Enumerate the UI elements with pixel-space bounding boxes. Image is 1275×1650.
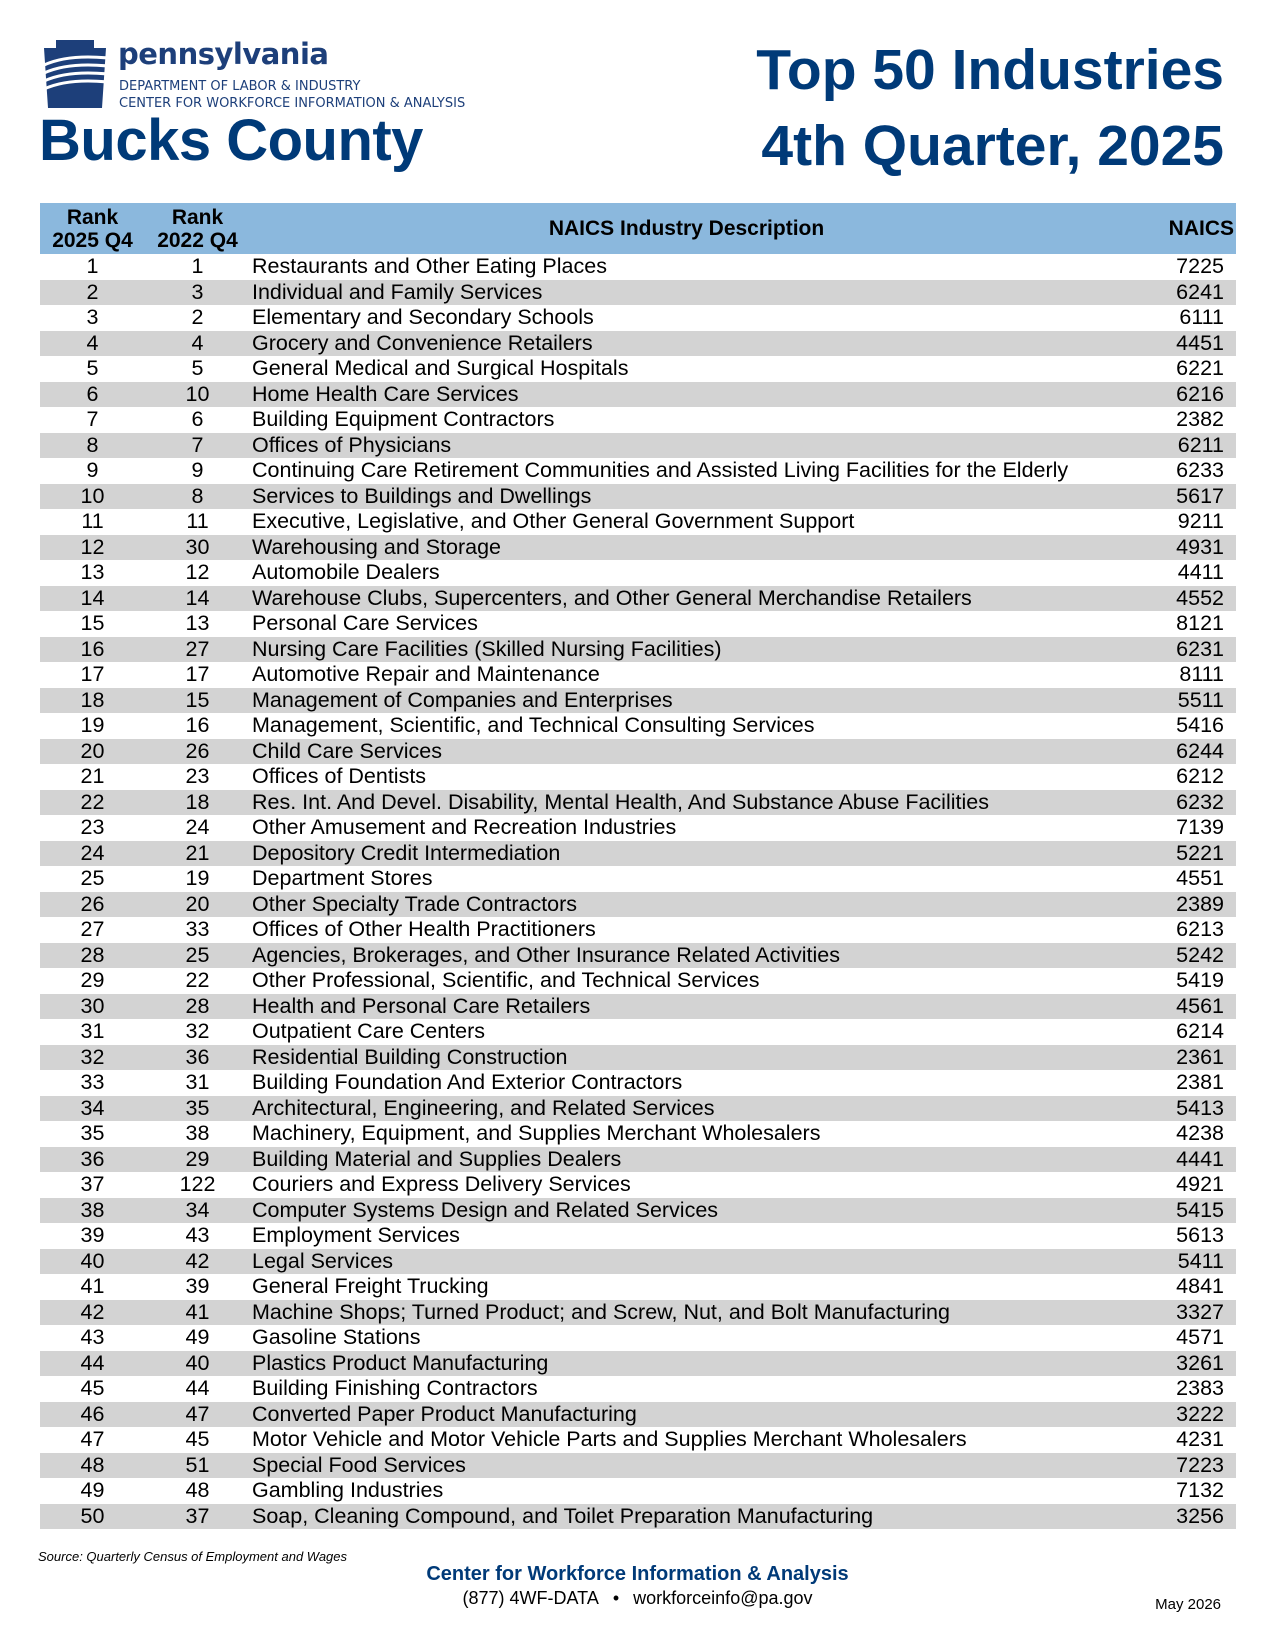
cell-rank-2025q4: 1	[86, 254, 99, 278]
cell-rank-2022q4: 20	[145, 892, 250, 918]
cell-rank-2025q4: 44	[40, 1351, 145, 1377]
cell-rank-2022q4: 21	[145, 841, 250, 867]
report-title-line1: Top 50 Industries	[756, 38, 1224, 102]
cell-rank-2022q4: 49	[185, 1325, 210, 1349]
cell-rank-2025q4: 10	[40, 484, 145, 510]
cell-naics: 7225	[1176, 254, 1224, 278]
cell-naics: 2389	[1123, 892, 1236, 918]
cell-naics: 6211	[1123, 433, 1236, 459]
table-row	[40, 688, 1236, 714]
table-row	[40, 382, 1236, 408]
cell-rank-2025q4: 8	[40, 433, 145, 459]
table-header-row	[40, 203, 1236, 254]
cell-naics: 4921	[1176, 1172, 1224, 1196]
cell-naics: 8111	[1179, 662, 1224, 686]
cell-naics: 3256	[1123, 1504, 1236, 1530]
cell-rank-2022q4: 48	[185, 1478, 210, 1502]
cell-description: Automotive Repair and Maintenance	[252, 662, 600, 686]
cell-rank-2025q4: 45	[80, 1376, 105, 1400]
cell-rank-2022q4: 26	[145, 739, 250, 765]
cell-rank-2022q4: 18	[145, 790, 250, 816]
footer-contact	[0, 1588, 1275, 1609]
column-header-rank-2022q4	[145, 203, 250, 254]
cell-rank-2022q4: 44	[185, 1376, 210, 1400]
cell-description: Motor Vehicle and Motor Vehicle Parts and Supplies Merchant Wholesalers	[252, 1427, 967, 1451]
cell-description: Agencies, Brokerages, and Other Insurance Related Activities	[250, 943, 1123, 969]
cell-naics: 6241	[1123, 280, 1236, 306]
column-header-naics: NAICS	[1123, 203, 1236, 254]
column-header-rank-2025q4-line1: Rank	[66, 205, 119, 229]
table-row	[40, 509, 1236, 535]
cell-naics: 5617	[1123, 484, 1236, 510]
table-row	[40, 1504, 1236, 1530]
cell-rank-2022q4: 4	[145, 331, 250, 357]
cell-description: Architectural, Engineering, and Related Services	[250, 1096, 1123, 1122]
cell-naics: 4571	[1176, 1325, 1224, 1349]
cell-rank-2022q4: 2	[191, 305, 204, 329]
cell-rank-2025q4: 30	[40, 994, 145, 1020]
cell-rank-2022q4: 38	[185, 1121, 210, 1145]
cell-naics: 9211	[1177, 509, 1224, 533]
table-row	[40, 586, 1236, 612]
cell-rank-2022q4: 32	[185, 1019, 210, 1043]
cell-naics: 6232	[1123, 790, 1236, 816]
table-row	[40, 356, 1236, 382]
cell-naics: 7132	[1176, 1478, 1224, 1502]
cell-description: Special Food Services	[250, 1453, 1123, 1479]
cell-description: Management, Scientific, and Technical Consulting Services	[252, 713, 815, 737]
cell-rank-2022q4: 5	[191, 356, 204, 380]
cell-rank-2025q4: 12	[40, 535, 145, 561]
cell-description: Services to Buildings and Dwellings	[250, 484, 1123, 510]
cell-naics: 7139	[1176, 815, 1224, 839]
cell-naics: 6214	[1176, 1019, 1224, 1043]
cell-rank-2022q4: 30	[145, 535, 250, 561]
table-row	[40, 968, 1236, 994]
cell-naics: 5419	[1176, 968, 1224, 992]
table-row	[40, 917, 1236, 943]
cell-naics: 7223	[1123, 1453, 1236, 1479]
cell-description: Nursing Care Facilities (Skilled Nursing Facilities)	[250, 637, 1123, 663]
cell-rank-2022q4: 29	[145, 1147, 250, 1173]
table-row	[40, 1478, 1236, 1504]
cell-description: Plastics Product Manufacturing	[250, 1351, 1123, 1377]
cell-description: Executive, Legislative, and Other General Government Support	[252, 509, 855, 533]
logo-department	[119, 78, 465, 112]
cell-description: Offices of Physicians	[250, 433, 1123, 459]
table-row	[40, 458, 1236, 484]
cell-rank-2025q4: 25	[80, 866, 105, 890]
table-row	[40, 713, 1236, 739]
cell-description: Soap, Cleaning Compound, and Toilet Preparation Manufacturing	[250, 1504, 1123, 1530]
cell-description: Other Professional, Scientific, and Technical Services	[252, 968, 760, 992]
table-row	[40, 1453, 1236, 1479]
cell-rank-2022q4: 37	[145, 1504, 250, 1530]
cell-rank-2025q4: 47	[80, 1427, 105, 1451]
cell-rank-2025q4: 29	[80, 968, 105, 992]
cell-description: Machine Shops; Turned Product; and Screw, Nut, and Bolt Manufacturing	[250, 1300, 1123, 1326]
cell-naics: 6233	[1176, 458, 1224, 482]
cell-rank-2022q4: 25	[145, 943, 250, 969]
cell-description: Automobile Dealers	[252, 560, 440, 584]
cell-rank-2025q4: 38	[40, 1198, 145, 1224]
logo-name: pennsylvania	[118, 37, 329, 71]
cell-naics: 4411	[1177, 560, 1224, 584]
table-row	[40, 841, 1236, 867]
cell-description: Couriers and Express Delivery Services	[252, 1172, 631, 1196]
cell-description: Machinery, Equipment, and Supplies Merchant Wholesalers	[252, 1121, 821, 1145]
cell-rank-2022q4: 28	[145, 994, 250, 1020]
table-row	[40, 637, 1236, 663]
cell-rank-2025q4: 35	[80, 1121, 105, 1145]
cell-description: Continuing Care Retirement Communities and Assisted Living Facilities for the Elderly	[252, 458, 1069, 482]
table-row	[40, 790, 1236, 816]
cell-naics: 5415	[1123, 1198, 1236, 1224]
cell-rank-2022q4: 43	[185, 1223, 210, 1247]
table-row	[40, 1300, 1236, 1326]
cell-rank-2025q4: 32	[40, 1045, 145, 1071]
column-header-description: NAICS Industry Description	[250, 203, 1123, 254]
cell-rank-2025q4: 13	[80, 560, 105, 584]
cell-description: Building Equipment Contractors	[252, 407, 555, 431]
table-row	[40, 662, 1236, 688]
cell-rank-2025q4: 5	[86, 356, 99, 380]
cell-naics: 4231	[1176, 1427, 1224, 1451]
cell-rank-2025q4: 19	[80, 713, 105, 737]
cell-description: Child Care Services	[250, 739, 1123, 765]
cell-naics: 5221	[1123, 841, 1236, 867]
cell-description: Home Health Care Services	[250, 382, 1123, 408]
table-row	[40, 254, 1236, 280]
table-row	[40, 1147, 1236, 1173]
cell-rank-2022q4: 22	[185, 968, 210, 992]
table-row	[40, 1172, 1236, 1198]
cell-description: Offices of Other Health Practitioners	[252, 917, 596, 941]
cell-description: Department Stores	[252, 866, 433, 890]
cell-rank-2025q4: 46	[40, 1402, 145, 1428]
cell-rank-2025q4: 37	[80, 1172, 105, 1196]
table-row	[40, 892, 1236, 918]
cell-naics: 4841	[1176, 1274, 1224, 1298]
table-row	[40, 535, 1236, 561]
cell-rank-2025q4: 11	[81, 509, 104, 533]
cell-description: Gasoline Stations	[252, 1325, 421, 1349]
table-row	[40, 1351, 1236, 1377]
cell-description: Gambling Industries	[252, 1478, 444, 1502]
cell-rank-2022q4: 8	[145, 484, 250, 510]
table-row	[40, 1019, 1236, 1045]
cell-description: Building Material and Supplies Dealers	[250, 1147, 1123, 1173]
footer-phone: (877) 4WF-DATA	[462, 1588, 599, 1608]
table-row	[40, 433, 1236, 459]
cell-description: Computer Systems Design and Related Services	[250, 1198, 1123, 1224]
cell-rank-2025q4: 17	[80, 662, 105, 686]
cell-naics: 5413	[1123, 1096, 1236, 1122]
cell-rank-2022q4: 51	[145, 1453, 250, 1479]
cell-rank-2022q4: 10	[145, 382, 250, 408]
cell-description: Warehouse Clubs, Supercenters, and Other General Merchandise Retailers	[250, 586, 1123, 612]
cell-description: Building Finishing Contractors	[252, 1376, 538, 1400]
table-row	[40, 305, 1236, 331]
column-header-rank-2025q4-line2: 2025 Q4	[52, 228, 133, 252]
cell-rank-2025q4: 39	[80, 1223, 105, 1247]
cell-rank-2022q4: 34	[145, 1198, 250, 1224]
cell-description: Other Specialty Trade Contractors	[250, 892, 1123, 918]
cell-description: Res. Int. And Devel. Disability, Mental Health, And Substance Abuse Facilities	[250, 790, 1123, 816]
cell-description: Elementary and Secondary Schools	[252, 305, 594, 329]
cell-naics: 4551	[1176, 866, 1224, 890]
cell-description: Legal Services	[250, 1249, 1123, 1275]
cell-description: Residential Building Construction	[250, 1045, 1123, 1071]
table-row	[40, 1427, 1236, 1453]
cell-rank-2025q4: 20	[40, 739, 145, 765]
cell-description: Warehousing and Storage	[250, 535, 1123, 561]
cell-description: Employment Services	[252, 1223, 460, 1247]
cell-rank-2022q4: 19	[185, 866, 210, 890]
footer-email: workforceinfo@pa.gov	[633, 1588, 813, 1608]
table-row	[40, 484, 1236, 510]
cell-rank-2025q4: 3	[86, 305, 99, 329]
cell-description: Building Foundation And Exterior Contractors	[252, 1070, 683, 1094]
cell-rank-2022q4: 23	[185, 764, 210, 788]
footer-organization: Center for Workforce Information & Analysis	[426, 1563, 849, 1585]
table-row	[40, 1249, 1236, 1275]
table-row	[40, 943, 1236, 969]
table-row	[40, 331, 1236, 357]
cell-rank-2022q4: 27	[145, 637, 250, 663]
cell-description: Restaurants and Other Eating Places	[252, 254, 607, 278]
industries-table	[40, 203, 1236, 1529]
table-row	[40, 1223, 1236, 1249]
cell-rank-2025q4: 23	[80, 815, 105, 839]
cell-rank-2022q4: 45	[185, 1427, 210, 1451]
cell-rank-2022q4: 36	[145, 1045, 250, 1071]
cell-rank-2022q4: 3	[145, 280, 250, 306]
cell-rank-2025q4: 49	[80, 1478, 105, 1502]
cell-naics: 6216	[1123, 382, 1236, 408]
cell-rank-2025q4: 50	[40, 1504, 145, 1530]
publication-date: May 2026	[1155, 1596, 1221, 1613]
cell-rank-2025q4: 48	[40, 1453, 145, 1479]
column-header-rank-2025q4	[40, 203, 145, 254]
cell-naics: 4931	[1123, 535, 1236, 561]
cell-description: Management of Companies and Enterprises	[250, 688, 1123, 714]
cell-description: Other Amusement and Recreation Industries	[252, 815, 677, 839]
cell-description: General Medical and Surgical Hospitals	[252, 356, 629, 380]
cell-rank-2025q4: 6	[40, 382, 145, 408]
table-row	[40, 739, 1236, 765]
cell-description: Depository Credit Intermediation	[250, 841, 1123, 867]
table-row	[40, 866, 1236, 892]
cell-description: Individual and Family Services	[250, 280, 1123, 306]
cell-description: Converted Paper Product Manufacturing	[250, 1402, 1123, 1428]
cell-naics: 4552	[1123, 586, 1236, 612]
table-row	[40, 560, 1236, 586]
cell-naics: 3261	[1123, 1351, 1236, 1377]
cell-rank-2022q4: 13	[185, 611, 210, 635]
cell-rank-2022q4: 35	[145, 1096, 250, 1122]
cell-rank-2025q4: 27	[80, 917, 105, 941]
logo-dept-line1: DEPARTMENT OF LABOR & INDUSTRY	[119, 79, 361, 94]
table-row	[40, 764, 1236, 790]
cell-rank-2025q4: 7	[86, 407, 99, 431]
table-body	[40, 254, 1236, 1529]
cell-naics: 6244	[1123, 739, 1236, 765]
cell-rank-2022q4: 39	[185, 1274, 210, 1298]
table-row	[40, 815, 1236, 841]
cell-rank-2025q4: 42	[40, 1300, 145, 1326]
cell-description: Offices of Dentists	[252, 764, 427, 788]
cell-description: Outpatient Care Centers	[252, 1019, 486, 1043]
cell-rank-2022q4: 7	[145, 433, 250, 459]
cell-naics: 6213	[1176, 917, 1224, 941]
cell-rank-2025q4: 9	[86, 458, 99, 482]
cell-rank-2022q4: 9	[191, 458, 204, 482]
cell-rank-2022q4: 24	[185, 815, 210, 839]
cell-rank-2025q4: 28	[40, 943, 145, 969]
cell-rank-2022q4: 17	[185, 662, 210, 686]
column-header-rank-2022q4-line2: 2022 Q4	[157, 228, 238, 252]
cell-rank-2022q4: 1	[191, 254, 204, 278]
table-row	[40, 1376, 1236, 1402]
cell-rank-2025q4: 26	[40, 892, 145, 918]
cell-rank-2025q4: 2	[40, 280, 145, 306]
county-title: Bucks County	[39, 108, 423, 173]
cell-naics: 4561	[1123, 994, 1236, 1020]
cell-rank-2025q4: 41	[80, 1274, 105, 1298]
table-row	[40, 1070, 1236, 1096]
cell-naics: 2382	[1176, 407, 1224, 431]
cell-rank-2025q4: 14	[40, 586, 145, 612]
cell-rank-2022q4: 47	[145, 1402, 250, 1428]
cell-naics: 3222	[1123, 1402, 1236, 1428]
cell-rank-2025q4: 21	[80, 764, 105, 788]
cell-rank-2022q4: 42	[145, 1249, 250, 1275]
table-row	[40, 611, 1236, 637]
cell-rank-2025q4: 22	[40, 790, 145, 816]
column-header-rank-2022q4-line1: Rank	[171, 205, 224, 229]
cell-rank-2025q4: 15	[80, 611, 105, 635]
cell-rank-2025q4: 40	[40, 1249, 145, 1275]
cell-naics: 4441	[1123, 1147, 1236, 1173]
cell-description: General Freight Trucking	[252, 1274, 489, 1298]
table-row	[40, 1045, 1236, 1071]
source-note: Source: Quarterly Census of Employment and Wages	[38, 1549, 348, 1564]
table-row	[40, 1096, 1236, 1122]
cell-naics: 4451	[1123, 331, 1236, 357]
table-row	[40, 407, 1236, 433]
cell-rank-2022q4: 11	[186, 509, 209, 533]
cell-naics: 5242	[1123, 943, 1236, 969]
cell-naics: 5416	[1176, 713, 1224, 737]
cell-naics: 2383	[1176, 1376, 1224, 1400]
cell-naics: 6212	[1176, 764, 1224, 788]
table-row	[40, 1274, 1236, 1300]
cell-rank-2022q4: 6	[191, 407, 204, 431]
table-row	[40, 1402, 1236, 1428]
cell-naics: 2381	[1176, 1070, 1224, 1094]
cell-rank-2022q4: 14	[145, 586, 250, 612]
cell-description: Health and Personal Care Retailers	[250, 994, 1123, 1020]
cell-rank-2022q4: 40	[145, 1351, 250, 1377]
cell-naics: 5511	[1123, 688, 1236, 714]
table-row	[40, 1121, 1236, 1147]
cell-rank-2022q4: 31	[185, 1070, 210, 1094]
cell-naics: 5613	[1176, 1223, 1224, 1247]
cell-naics: 6231	[1123, 637, 1236, 663]
cell-naics: 6111	[1179, 305, 1224, 329]
cell-naics: 2361	[1123, 1045, 1236, 1071]
report-title-line2: 4th Quarter, 2025	[761, 114, 1224, 178]
cell-rank-2022q4: 12	[185, 560, 210, 584]
cell-rank-2025q4: 4	[40, 331, 145, 357]
cell-rank-2025q4: 24	[40, 841, 145, 867]
cell-rank-2022q4: 16	[185, 713, 210, 737]
table-row	[40, 280, 1236, 306]
cell-description: Grocery and Convenience Retailers	[250, 331, 1123, 357]
cell-naics: 8121	[1176, 611, 1224, 635]
cell-rank-2025q4: 16	[40, 637, 145, 663]
table-row	[40, 1198, 1236, 1224]
cell-rank-2025q4: 34	[40, 1096, 145, 1122]
cell-rank-2025q4: 18	[40, 688, 145, 714]
table-row	[40, 1325, 1236, 1351]
cell-naics: 4238	[1176, 1121, 1224, 1145]
pennsylvania-keystone-logo-icon	[44, 40, 106, 108]
cell-rank-2022q4: 33	[185, 917, 210, 941]
logo-dept-line2: CENTER FOR WORKFORCE INFORMATION & ANALYSIS	[119, 96, 466, 111]
cell-rank-2022q4: 41	[145, 1300, 250, 1326]
table-row	[40, 994, 1236, 1020]
cell-rank-2022q4: 15	[145, 688, 250, 714]
cell-rank-2022q4: 122	[179, 1172, 216, 1196]
cell-rank-2025q4: 33	[80, 1070, 105, 1094]
cell-naics: 6221	[1176, 356, 1224, 380]
cell-rank-2025q4: 43	[80, 1325, 105, 1349]
cell-naics: 5411	[1123, 1249, 1236, 1275]
bullet-separator: •	[612, 1588, 620, 1608]
cell-description: Personal Care Services	[252, 611, 478, 635]
cell-rank-2025q4: 31	[80, 1019, 105, 1043]
cell-naics: 3327	[1123, 1300, 1236, 1326]
cell-rank-2025q4: 36	[40, 1147, 145, 1173]
